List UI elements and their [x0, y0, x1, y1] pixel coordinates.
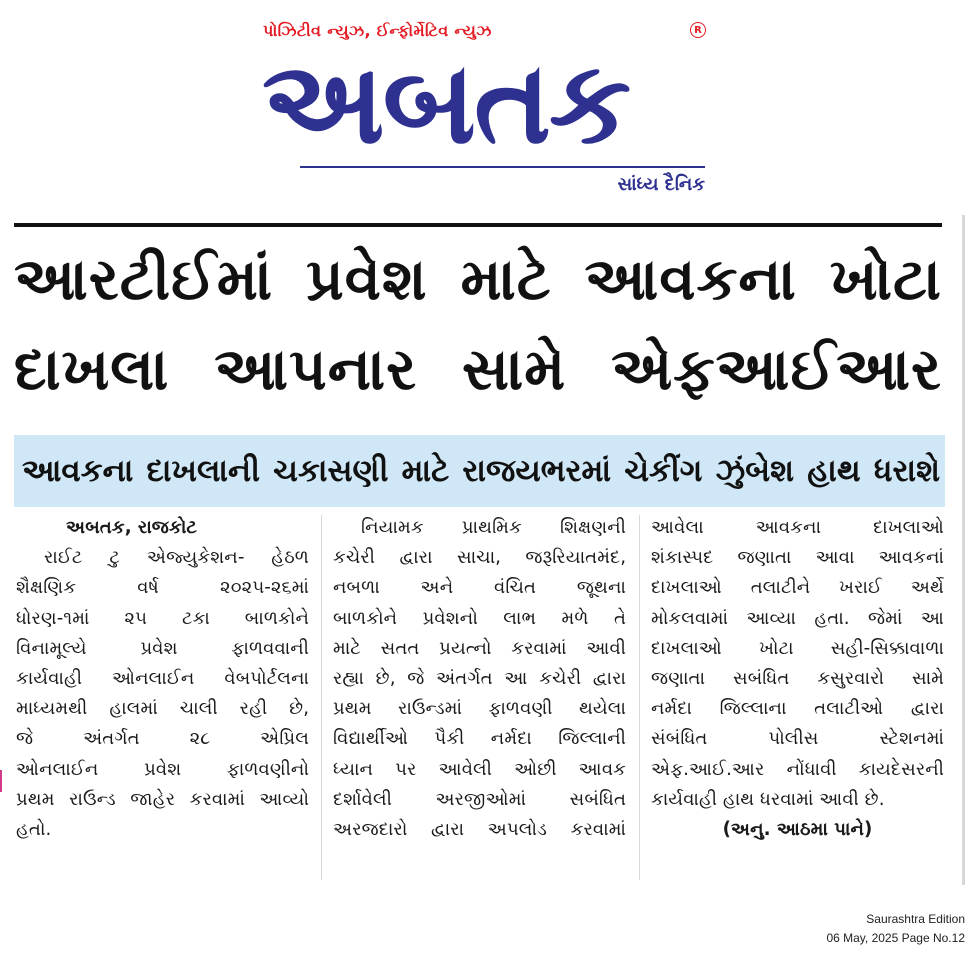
col2-line: ધ્યાન પર આવેલી ઓછી આવક — [333, 758, 626, 780]
tagline: પોઝિટીવ ન્યુઝ, ઈન્ફોર્મેટિવ ન્યુઝ — [263, 21, 492, 40]
col3-line: એફ.આઈ.આર નોંધાવી કાયદેસરની — [651, 758, 944, 780]
col3-line: જણાતા સબંધિત કસુરવારો સામે — [651, 667, 944, 689]
col2-line: રહ્યા છે, જે અંતર્ગત આ કચેરી દ્વારા — [333, 667, 626, 689]
footer — [826, 910, 965, 948]
masthead-subtitle: સાંધ્ય દૈનિક — [617, 174, 705, 195]
subheadline: આવકના દાખલાની ચકાસણી માટે રાજયભરમાં ચેકીંગ ઝુંબેશ હાથ ધરાશે — [22, 453, 940, 489]
col2-line: માટે સતત પ્રયત્નો કરવામાં આવી — [333, 637, 626, 659]
col3-line: નર્મદા જિલ્લાના તલાટીઓ દ્વારા — [651, 698, 944, 720]
col1-line: જે અંતર્ગત ૨૮ એપ્રિલ — [16, 728, 309, 750]
masthead-logo: અબતક — [262, 40, 630, 166]
top-divider — [14, 223, 942, 227]
col3-line: દાખલાઓ ખોટા સહી-સિક્કાવાળા — [651, 637, 944, 659]
col2-line: બાળકોને પ્રવેશનો લાભ મળે તે — [333, 607, 626, 629]
col2-line: નબળા અને વંચિત જૂથના — [333, 577, 626, 599]
headline-line-1: આરટીઈમાં પ્રવેશ માટે આવકના ખોટા — [14, 245, 942, 313]
col3-line: મોકલવામાં આવ્યા હતા. જેમાં આ — [651, 607, 944, 629]
column-rule — [321, 515, 322, 880]
col1-line: રાઈટ ટુ એજ્યુકેશન- હેઠળ — [44, 547, 309, 569]
col2-line: નિયામક પ્રાથમિક શિક્ષણની — [361, 517, 626, 538]
col1-line: હતો. — [16, 818, 52, 840]
article-column-2 — [333, 513, 626, 845]
date-page-label: 06 May, 2025 Page No.12 — [826, 931, 965, 945]
col3-line: શંકાસ્પદ જણાતા આવા આવકનાં — [651, 547, 944, 569]
col1-line: ઓનલાઈન પ્રવેશ ફાળવણીનો — [16, 758, 309, 780]
page-side-mark — [962, 215, 965, 885]
page-edge-mark — [0, 770, 2, 792]
col1-line: માધ્યમથી હાલમાં ચાલી રહી છે, — [16, 698, 309, 720]
col3-line: દાખલાઓ તલાટીને ખરાઈ અર્થે — [651, 577, 944, 599]
col1-line: વિનામૂલ્યે પ્રવેશ ફાળવવાની — [16, 637, 309, 659]
col1-line: ધોરણ-૧માં ૨૫ ટકા બાળકોને — [16, 607, 309, 629]
article-column-3 — [651, 513, 944, 845]
col3-line: કાર્યવાહી હાથ ધરવામાં આવી છે. — [651, 788, 885, 810]
col1-line: શૈક્ષણિક વર્ષ ૨૦૨૫-૨૬માં — [16, 577, 309, 599]
column-rule — [639, 515, 640, 880]
col2-line: અરજદારો દ્વારા અપલોડ કરવામાં — [333, 818, 626, 840]
masthead-rule — [300, 166, 705, 168]
col3-line: સંબંધિત પોલીસ સ્ટેશનમાં — [651, 728, 944, 750]
article-column-1 — [16, 513, 309, 845]
col3-line: આવેલા આવકના દાખલાઓ — [651, 517, 944, 538]
registered-mark-icon: R — [690, 22, 706, 38]
col1-line: પ્રથમ રાઉન્ડ જાહેર કરવામાં આવ્યો — [16, 788, 309, 810]
dateline: અબતક, રાજકોટ — [66, 517, 197, 538]
col2-line: પ્રથમ રાઉન્ડમાં ફાળવણી થયેલા — [333, 698, 626, 720]
col2-line: વિદ્યાર્થીઓ પૈકી નર્મદા જિલ્લાની — [333, 728, 626, 750]
edition-label: Saurashtra Edition — [866, 912, 965, 926]
continued-note: (અનુ. આઠમા પાને) — [722, 818, 873, 840]
col1-line: કાર્યવાહી ઓનલાઈન વેબપોર્ટલના — [16, 667, 309, 689]
headline-line-2: દાખલા આપનાર સામે એફઆઈઆર — [14, 335, 942, 403]
col2-line: કચેરી દ્વારા સાચા, જરૂરિયાતમંદ, — [333, 547, 626, 569]
col2-line: દર્શાવેલી અરજીઓમાં સબંધિત — [333, 788, 626, 810]
